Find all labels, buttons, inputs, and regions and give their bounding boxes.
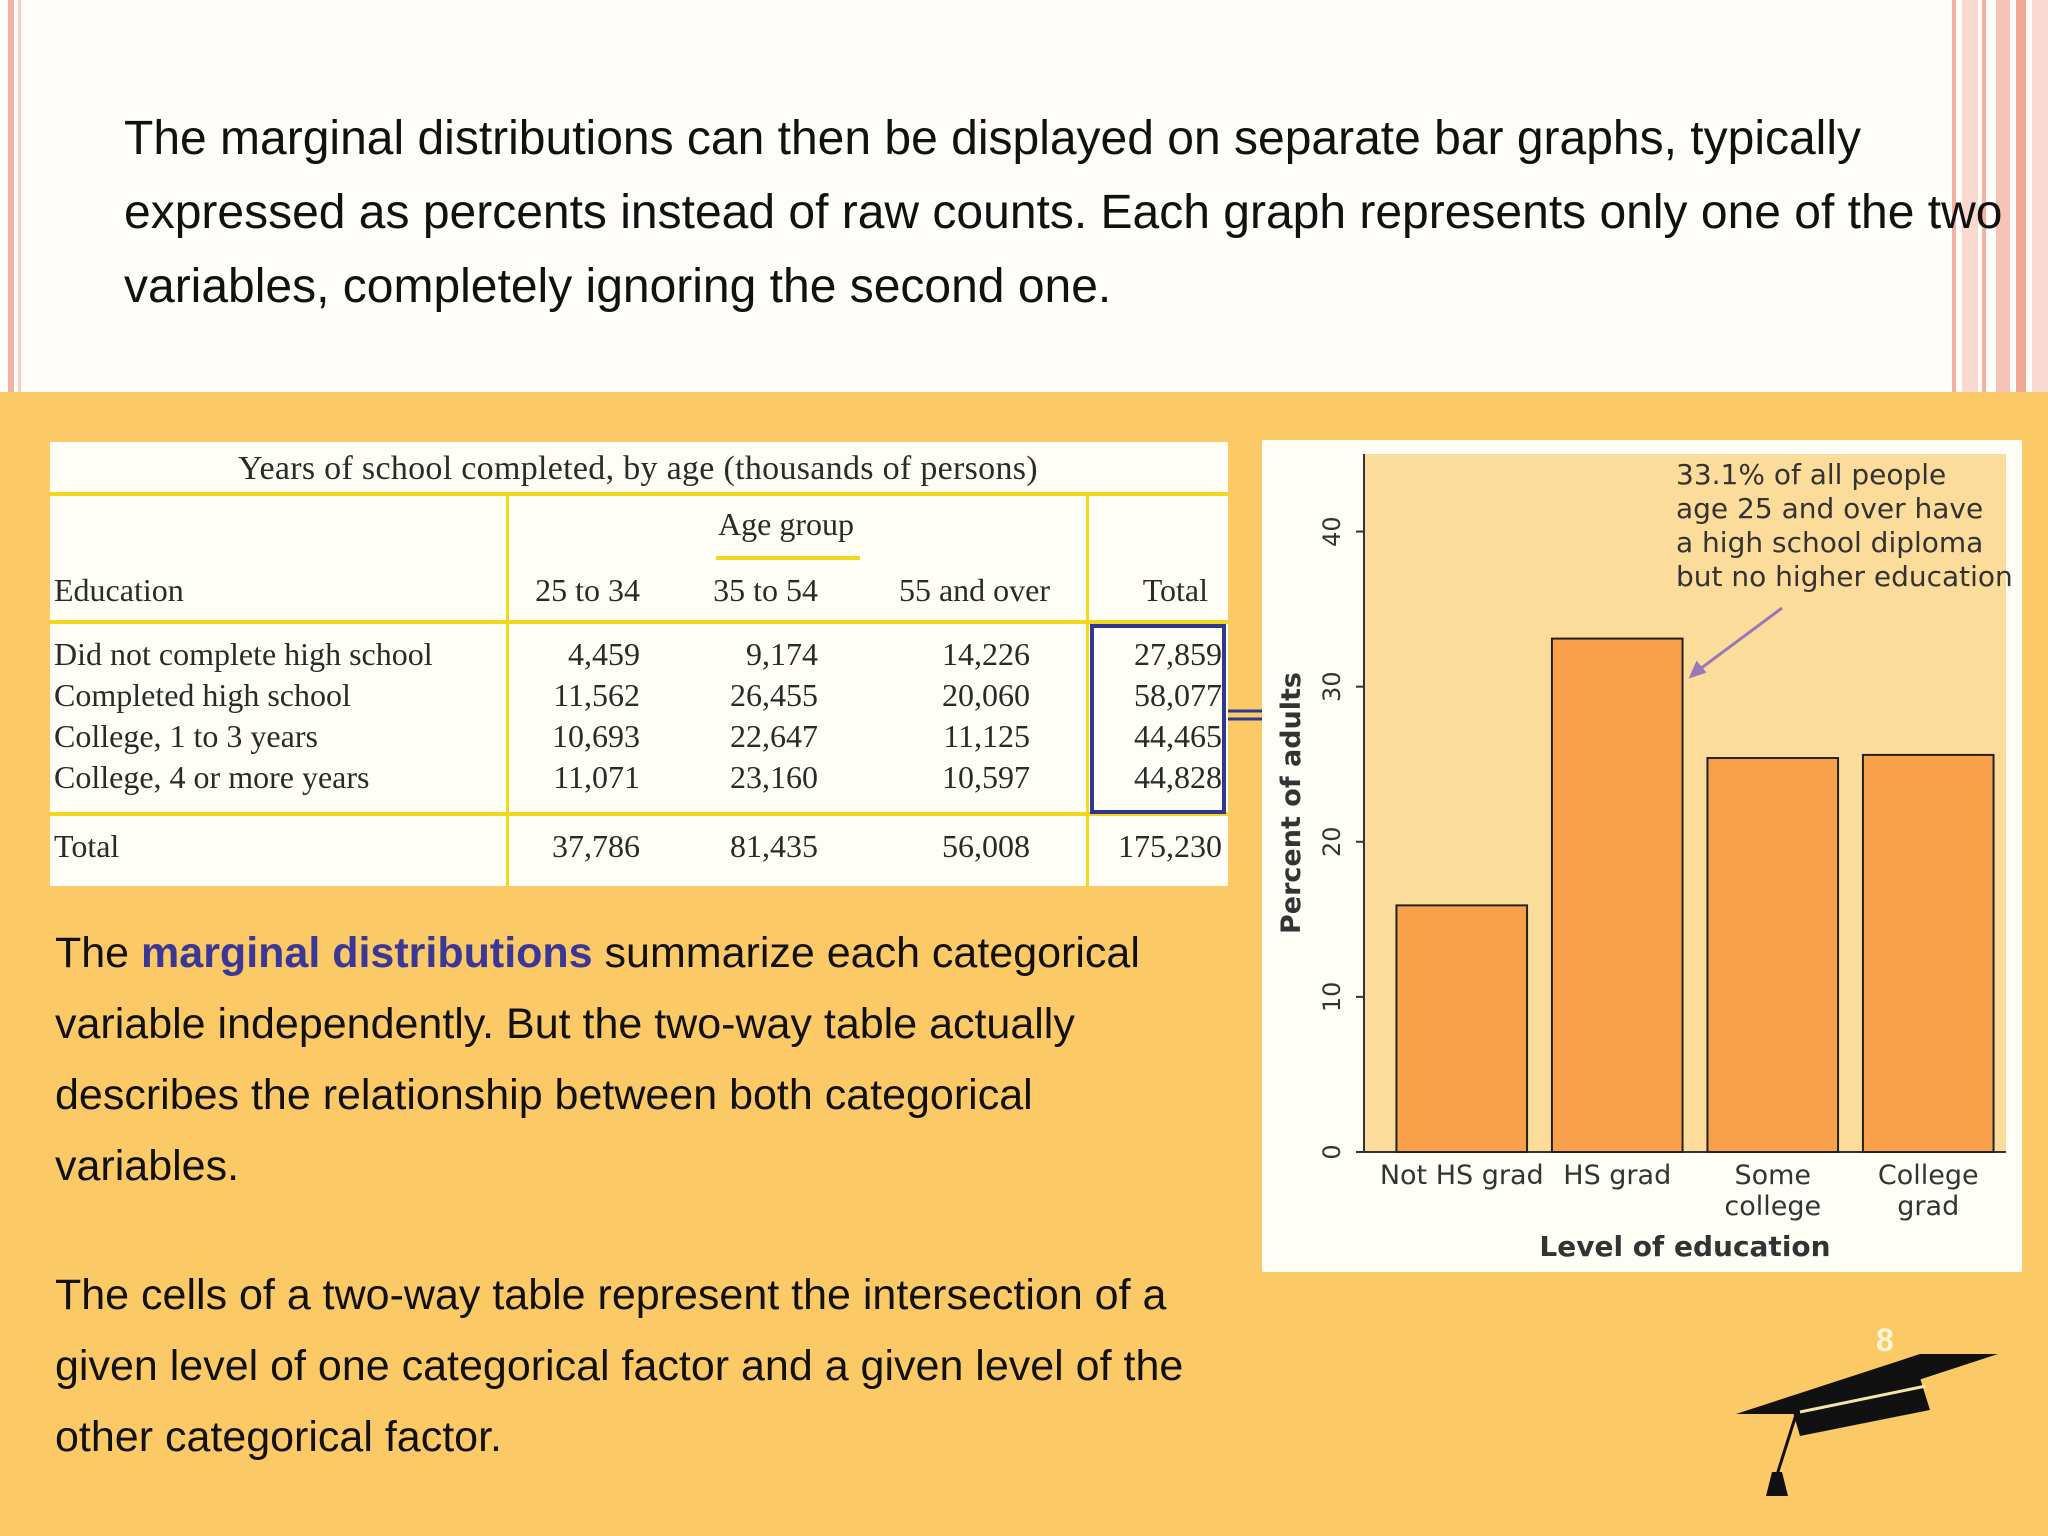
table-rule <box>50 492 1228 496</box>
para-text: The <box>55 929 142 977</box>
table-rule <box>506 496 509 886</box>
total-column-highlight <box>1090 624 1226 814</box>
bar <box>1396 905 1527 1152</box>
total-cell: 81,435 <box>730 828 818 864</box>
table-cell: 14,226 <box>942 636 1030 672</box>
bar <box>1707 758 1838 1152</box>
annotation-text: but no higher education <box>1676 560 2013 593</box>
page-number: 8 <box>1876 1322 1894 1358</box>
table-title: Years of school completed, by age (thousands of persons) <box>238 450 1038 487</box>
y-axis-label: Percent of adults <box>1276 672 1307 934</box>
bar <box>1552 639 1683 1152</box>
total-cell: 175,230 <box>1118 828 1222 864</box>
annotation-text: a high school diploma <box>1676 526 1984 559</box>
left-decor-stripe <box>18 0 21 392</box>
x-tick-label: Some <box>1734 1160 1812 1191</box>
table-cell: 20,060 <box>942 677 1030 713</box>
row-header: Education <box>54 572 184 608</box>
total-cell: 37,786 <box>552 828 640 864</box>
group-header: Age group <box>718 506 854 542</box>
x-tick-label: Not HS grad <box>1379 1160 1544 1191</box>
cells-paragraph: The cells of a two-way table represent the intersection of a given level of one categorical factor and a given level of the other categorical factor. <box>55 1271 1184 1461</box>
two-way-table <box>50 442 1228 886</box>
table-rule <box>716 556 860 560</box>
table-cell: 11,125 <box>943 718 1030 754</box>
row-label: Did not complete high school <box>54 636 433 672</box>
table-cell: 9,174 <box>746 636 818 672</box>
row-label: College, 4 or more years <box>54 759 370 795</box>
highlight-term: marginal distributions <box>141 929 593 977</box>
column-header: 35 to 54 <box>713 572 818 608</box>
table-rule <box>50 620 1228 624</box>
y-tick-label: 10 <box>1318 981 1346 1013</box>
table-cell: 11,071 <box>553 759 640 795</box>
table-cell: 22,647 <box>730 718 818 754</box>
x-tick-label: HS grad <box>1563 1160 1672 1191</box>
table-cell: 4,459 <box>568 636 640 672</box>
left-decor-stripe <box>8 0 14 392</box>
table-rule <box>50 812 1228 816</box>
y-tick-label: 40 <box>1318 516 1346 547</box>
total-cell: 56,008 <box>942 828 1030 864</box>
table-cell: 44,828 <box>1134 759 1222 795</box>
para-text: summarize each categorical variable independently. But the two-way table actually describes the relationship between both categorical variables. <box>55 929 1140 1190</box>
table-cell: 44,465 <box>1134 718 1222 754</box>
table-cell: 10,597 <box>942 759 1030 795</box>
bar-chart-svg <box>1262 440 2022 1272</box>
marginal-paragraph <box>55 918 1215 1202</box>
graduation-cap-icon <box>1730 1340 2000 1500</box>
y-tick-label: 0 <box>1318 1144 1346 1160</box>
row-label: Completed high school <box>54 677 351 713</box>
annotation-text: 33.1% of all people <box>1676 458 1947 491</box>
row-label: College, 1 to 3 years <box>54 718 318 754</box>
x-tick-label: grad <box>1897 1191 1960 1222</box>
y-tick-label: 30 <box>1318 671 1346 702</box>
table-cell: 26,455 <box>730 677 818 713</box>
table-cell: 23,160 <box>730 759 818 795</box>
table-cell: 58,077 <box>1134 677 1222 713</box>
table-cell: 27,859 <box>1134 636 1222 672</box>
table-cell: 11,562 <box>553 677 640 713</box>
x-tick-label: college <box>1724 1191 1822 1222</box>
column-header: 25 to 34 <box>535 572 640 608</box>
bar-chart <box>1262 440 2022 1272</box>
x-tick-label: College <box>1877 1160 1979 1191</box>
bar <box>1863 755 1994 1152</box>
column-header: Total <box>1142 572 1208 608</box>
y-tick-label: 20 <box>1318 826 1346 858</box>
intro-text: The marginal distributions can then be displayed on separate bar graphs, typically expressed as percents instead of raw counts. Each graph represents only one of the two variables, completely ignoring the second one. <box>124 112 2003 313</box>
table-rule <box>1086 496 1089 886</box>
annotation-text: age 25 and over have <box>1676 492 1984 525</box>
column-header: 55 and over <box>898 572 1050 608</box>
table-cell: 10,693 <box>552 718 640 754</box>
x-axis-label: Level of education <box>1539 1230 1831 1263</box>
total-row-label: Total <box>54 828 120 864</box>
